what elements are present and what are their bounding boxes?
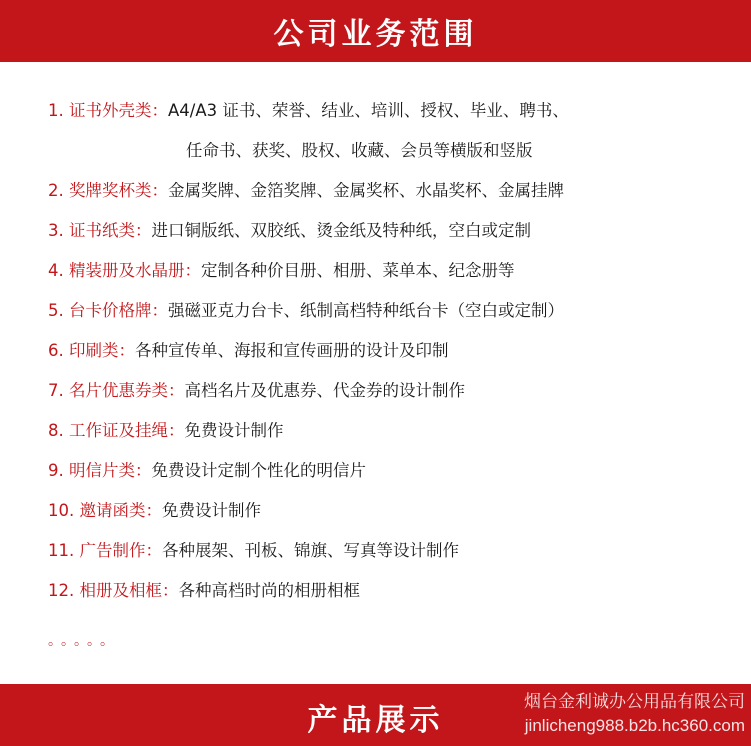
service-item-3 [48, 220, 728, 242]
section-title: 产品展示 [307, 703, 444, 738]
service-category: 3. 证书纸类： [48, 221, 152, 240]
service-category: 10. 邀请函类： [48, 501, 162, 520]
service-item-4 [48, 260, 728, 282]
service-content: 免费设计制作 [162, 501, 261, 520]
service-category: 1. 证书外壳类： [48, 101, 168, 120]
service-category: 12. 相册及相框： [48, 581, 179, 600]
service-category: 9. 明信片类： [48, 461, 152, 480]
service-content: 各种宣传单、海报和宣传画册的设计及印制 [135, 341, 449, 360]
service-category: 7. 名片优惠券类： [48, 381, 185, 400]
service-category: 6. 印刷类： [48, 341, 135, 360]
service-item-7 [48, 380, 728, 402]
service-item-9 [48, 460, 728, 482]
page-title: 公司业务范围 [273, 17, 478, 52]
service-content: 各种高档时尚的相册相框 [178, 581, 360, 600]
footer-banner [0, 684, 751, 746]
service-item-11 [48, 540, 728, 562]
service-content: 各种展架、刊板、锦旗、写真等设计制作 [162, 541, 459, 560]
service-category: 2. 奖牌奖杯类： [48, 181, 168, 200]
service-content: 免费设计定制个性化的明信片 [151, 461, 366, 480]
service-category: 5. 台卡价格牌： [48, 301, 168, 320]
service-item-12 [48, 580, 728, 602]
service-list [48, 100, 728, 620]
service-content: 金属奖牌、金箔奖牌、金属奖杯、水晶奖杯、金属挂牌 [168, 181, 564, 200]
service-content: 强磁亚克力台卡、纸制高档特种纸台卡（空白或定制） [168, 301, 564, 320]
service-item-10 [48, 500, 728, 522]
service-item-1 [48, 100, 728, 162]
service-content: 高档名片及优惠券、代金券的设计制作 [184, 381, 465, 400]
service-item-2 [48, 180, 728, 202]
service-content: 进口铜版纸、双胶纸、烫金纸及特种纸，空白或定制 [151, 221, 531, 240]
watermark [524, 690, 745, 738]
service-category: 11. 广告制作： [48, 541, 162, 560]
service-category: 8. 工作证及挂绳： [48, 421, 185, 440]
service-content-continued: 任命书、获奖、股权、收藏、会员等横版和竖版 [186, 141, 533, 160]
service-content: 免费设计制作 [184, 421, 284, 440]
service-category: 4. 精装册及水晶册： [48, 261, 201, 280]
service-item-5 [48, 300, 728, 322]
service-content: A4/A3 证书、荣誉、结业、培训、授权、毕业、聘书、 [168, 101, 569, 120]
ellipsis-dots: 。。。。。 [48, 633, 120, 649]
service-content: 定制各种价目册、相册、菜单本、纪念册等 [201, 261, 515, 280]
watermark-url: jinlicheng988.b2b.hc360.com [524, 716, 745, 735]
watermark-company: 烟台金利诚办公用品有限公司 [524, 692, 745, 711]
service-item-6 [48, 340, 728, 362]
service-item-8 [48, 420, 728, 442]
header-banner [0, 0, 751, 62]
